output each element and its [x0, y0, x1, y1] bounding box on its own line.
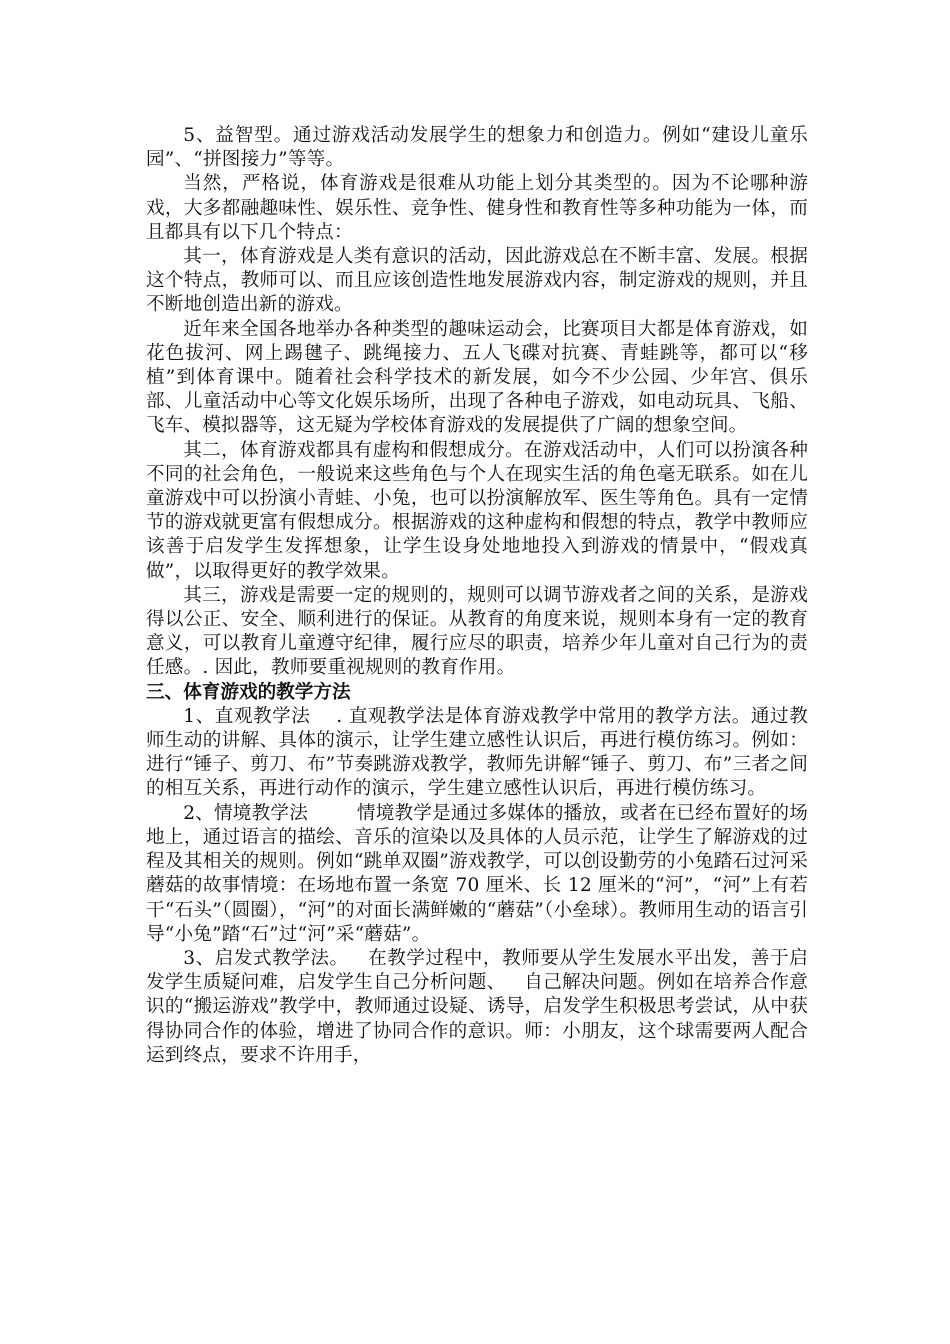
paragraph-puzzle-type: 5、益智型。通过游戏活动发展学生的想象力和创造力。例如“建设儿童乐园”、“拼图接力”等等。 — [146, 125, 808, 171]
paragraph-method-heuristic: 3、启发式教学法。 在教学过程中，教师要从学生发展水平出发，善于启发学生质疑问难，启发学生自己分析问题、 自己解决问题。例如在培养合作意识的“搬运游戏”教学中，教师通过设疑、诱导，启发学生积极思考尝试，从中获得协同合作的体验，增进了协同合作的意识。师：小朋友，这个球需要两人配合运到终点，要求不许用手， — [146, 947, 808, 1066]
paragraph-feature-two: 其二，体育游戏都具有虚构和假想成分。在游戏活动中，人们可以扮演各种不同的社会角色，一般说来这些角色与个人在现实生活的角色毫无联系。如在儿童游戏中可以扮演小青蛙、小兔，也可以扮演解放军、医生等角色。具有一定情节的游戏就更富有假想成分。根据游戏的这种虚构和假想的特点，教学中教师应该善于启发学生发挥想象，让学生设身处地地投入到游戏的情景中，“假戏真做”，以取得更好的教学效果。 — [146, 439, 808, 582]
paragraph-fun-games: 近年来全国各地举办各种类型的趣味运动会，比赛项目大都是体育游戏，如花色拔河、网上踢毽子、跳绳接力、五人飞碟对抗赛、青蛙跳等，都可以“移植”到体育课中。随着社会科学技术的新发展，如今不少公园、少年宫、俱乐部、儿童活动中心等文化娱乐场所，出现了各种电子游戏，如电动玩具、飞船、飞车、模拟器等，这无疑为学校体育游戏的发展提供了广阔的想象空间。 — [146, 318, 808, 437]
paragraph-feature-three: 其三，游戏是需要一定的规则的，规则可以调节游戏者之间的关系，是游戏得以公正、安全、顺利进行的保证。从教育的角度来说，规则本身有一定的教育意义，可以教育儿童遵守纪律，履行应尽的职责，培养少年儿童对自己行为的责任感。. 因此，教师要重视规则的教育作用。 — [146, 584, 808, 679]
paragraph-method-intuitive: 1、直观教学法 . 直观教学法是体育游戏教学中常用的教学方法。通过教师生动的讲解、具体的演示，让学生建立感性认识后，再进行模仿练习。例如：进行“锤子、剪刀、布”节奏跳游戏教学，教师先讲解“锤子、剪刀、布”三者之间的相互关系，再进行动作的演示，学生建立感性认识后，再进行模仿练习。 — [146, 705, 808, 800]
section-heading: 三、体育游戏的教学方法 — [146, 681, 351, 703]
paragraph-method-situational: 2、情境教学法 情境教学是通过多媒体的播放，或者在已经布置好的场地上，通过语言的描绘、音乐的渲染以及具体的人员示范，让学生了解游戏的过程及其相关的规则。例如“跳单双圈”游戏教学，可以创设勤劳的小兔踏石过河采蘑菇的故事情境：在场地布置一条宽 70 厘米、长 12 厘米的“河”，“河”上有若干“石头”（圆圈），“河”的对面长满鲜嫩的“蘑菇”（小垒球）。教师用生动的语言引导“小兔”踏“石”过“河”采“蘑菇”。 — [146, 802, 808, 945]
paragraph-classification: 当然，严格说，体育游戏是很难从功能上划分其类型的。因为不论哪种游戏，大多都融趣味性、娱乐性、竞争性、健身性和教育性等多种功能为一体，而且都具有以下几个特点： — [146, 173, 808, 243]
paragraph-feature-one: 其一，体育游戏是人类有意识的活动，因此游戏总在不断丰富、发展。根据这个特点，教师可以、而且应该创造性地发展游戏内容，制定游戏的规则，并且不断地创造出新的游戏。 — [146, 246, 808, 316]
